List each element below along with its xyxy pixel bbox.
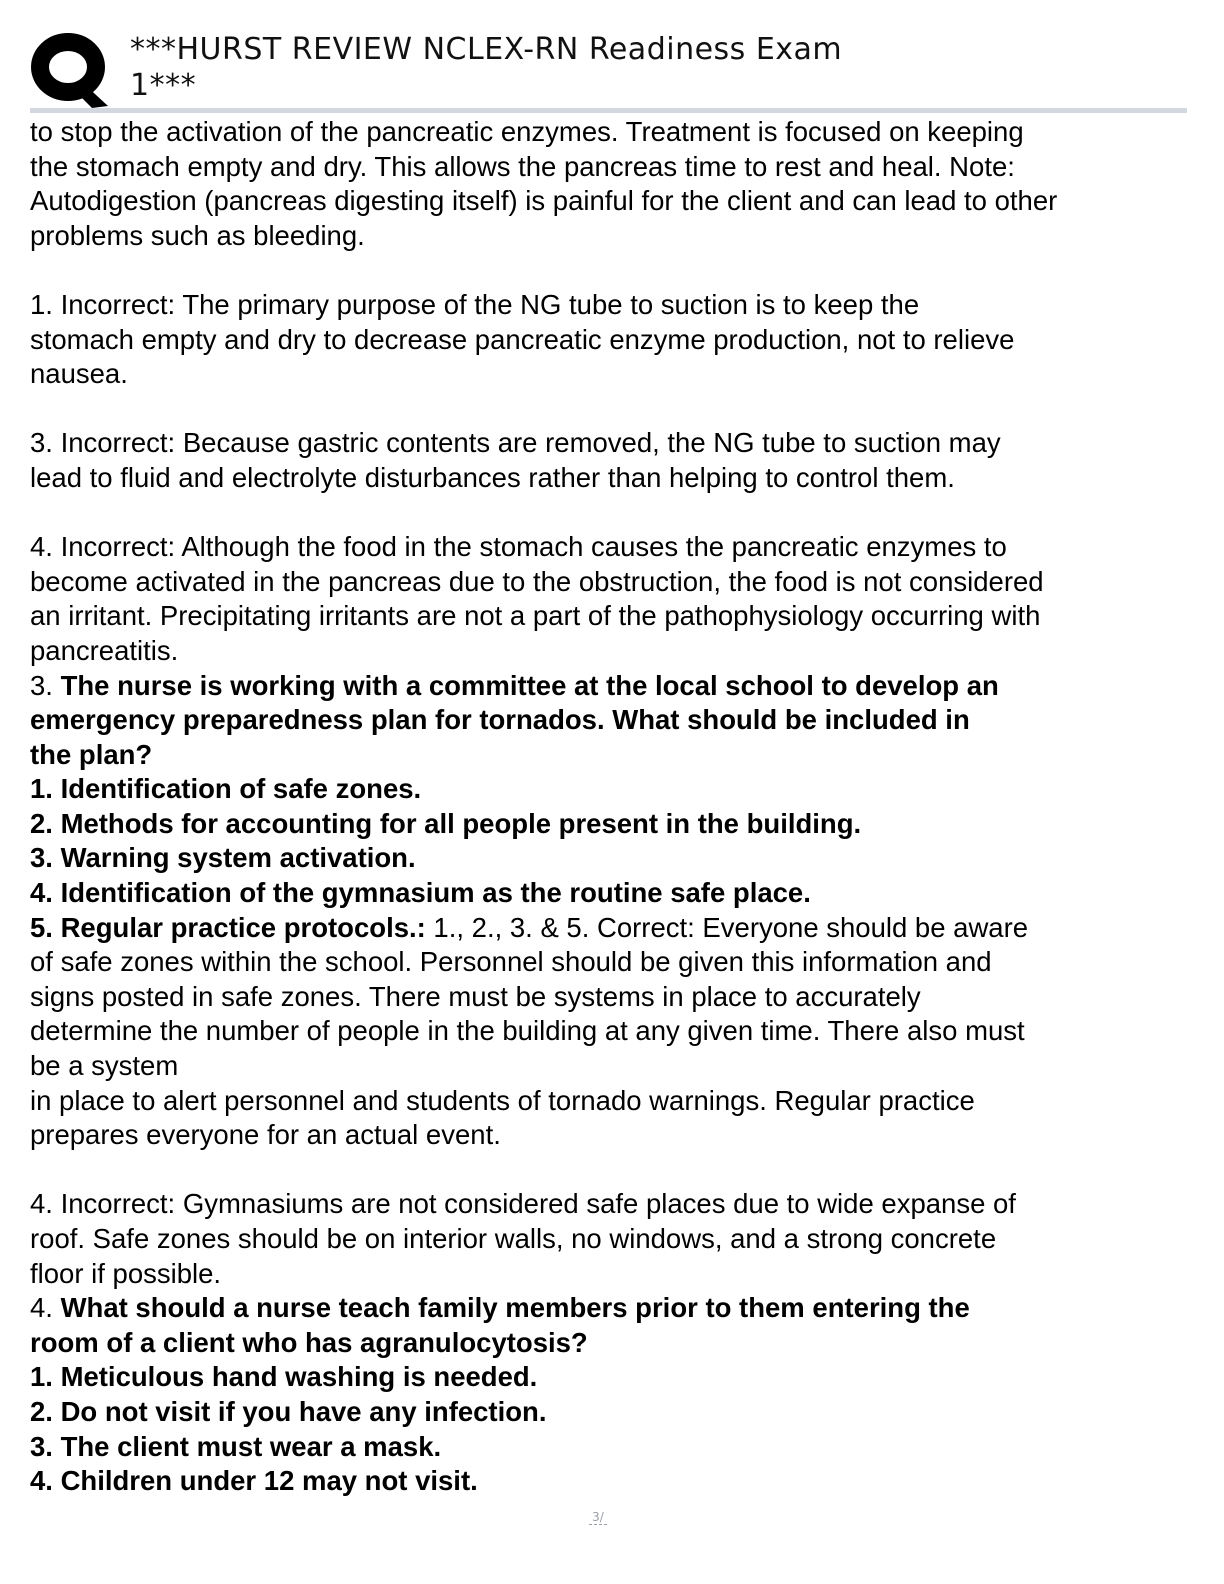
body-line: of safe zones within the school. Personnel should be given this information and (30, 946, 992, 978)
body-line: 4. Incorrect: Although the food in the stomach causes the pancreatic enzymes to (30, 531, 1007, 563)
page-number-underline (589, 1524, 607, 1525)
question-3-stem-line: emergency preparedness plan for tornados. What should be included in (30, 704, 970, 736)
question-3-text: The nurse is working with a committee at the local school to develop an (60, 669, 999, 701)
paragraph-gap (30, 392, 1210, 427)
body-line: pancreatitis. (30, 634, 179, 666)
question-3-option: 1. Identification of safe zones. (30, 773, 422, 805)
body-line: the stomach empty and dry. This allows the pancreas time to rest and heal. Note: (30, 150, 1015, 182)
question-4-stem-line: room of a client who has agranulocytosis? (30, 1326, 588, 1358)
body-line: problems such as bleeding. (30, 219, 365, 251)
body-line: nausea. (30, 358, 128, 390)
question-3-stem-line: the plan? (30, 738, 153, 770)
question-3-option: 5. Regular practice protocols.: (30, 911, 426, 943)
question-3-option-answer-line (30, 911, 1210, 946)
body-line: prepares everyone for an actual event. (30, 1119, 501, 1151)
answer-text: 1., 2., 3. & 5. Correct: Everyone should be aware (425, 911, 1029, 943)
document-title (130, 32, 950, 104)
title-line-1: ***HURST REVIEW NCLEX-RN Readiness Exam (130, 32, 843, 67)
question-4-number: 4. (30, 1292, 61, 1324)
body-line: an irritant. Precipitating irritants are not a part of the pathophysiology occurring with (30, 600, 1041, 632)
question-3-number: 3. (30, 669, 61, 701)
body-line: signs posted in safe zones. There must be systems in place to accurately (30, 980, 921, 1012)
body-line: in place to alert personnel and students of tornado warnings. Regular practice (30, 1084, 975, 1116)
body-line: 3. Incorrect: Because gastric contents are removed, the NG tube to suction may (30, 427, 1001, 459)
body-line: become activated in the pancreas due to the obstruction, the food is not considered (30, 565, 1044, 597)
body-line: floor if possible. (30, 1257, 222, 1289)
question-4-option: 4. Children under 12 may not visit. (30, 1465, 478, 1497)
page-number (585, 1510, 611, 1525)
page-number-text: 3/ (592, 1510, 604, 1524)
body-line: Autodigestion (pancreas digesting itself) is painful for the client and can lead to other (30, 185, 1058, 217)
body-line: 4. Incorrect: Gymnasiums are not considered safe places due to wide expanse of (30, 1188, 1016, 1220)
question-3-option: 4. Identification of the gymnasium as the routine safe place. (30, 877, 811, 909)
body-line: roof. Safe zones should be on interior walls, no windows, and a strong concrete (30, 1223, 997, 1254)
question-4-stem-line (30, 1291, 1210, 1326)
q-logo-icon (30, 30, 110, 108)
title-line-2: 1*** (130, 68, 197, 103)
question-4-option: 2. Do not visit if you have any infection. (30, 1395, 547, 1427)
body-line: to stop the activation of the pancreatic enzymes. Treatment is focused on keeping (30, 116, 1024, 147)
paragraph-gap (30, 496, 1210, 531)
question-4-option: 3. The client must wear a mask. (30, 1430, 442, 1462)
question-4-text: What should a nurse teach family members prior to them entering the (60, 1292, 970, 1324)
body-line: be a system (30, 1050, 179, 1082)
question-3-option: 2. Methods for accounting for all people present in the building. (30, 807, 862, 839)
question-4-option: 1. Meticulous hand washing is needed. (30, 1361, 538, 1393)
body-line: lead to fluid and electrolyte disturbances rather than helping to control them. (30, 461, 955, 493)
document-body (30, 115, 1210, 1499)
question-3-stem-line (30, 669, 1210, 704)
body-line: stomach empty and dry to decrease pancreatic enzyme production, not to relieve (30, 323, 1015, 355)
page-header (30, 26, 1190, 110)
header-divider (30, 108, 1187, 113)
question-3-option: 3. Warning system activation. (30, 842, 416, 874)
body-line: 1. Incorrect: The primary purpose of the NG tube to suction is to keep the (30, 288, 920, 320)
paragraph-gap (30, 1153, 1210, 1188)
body-line: determine the number of people in the building at any given time. There also must (30, 1015, 1025, 1047)
paragraph-gap (30, 253, 1210, 288)
